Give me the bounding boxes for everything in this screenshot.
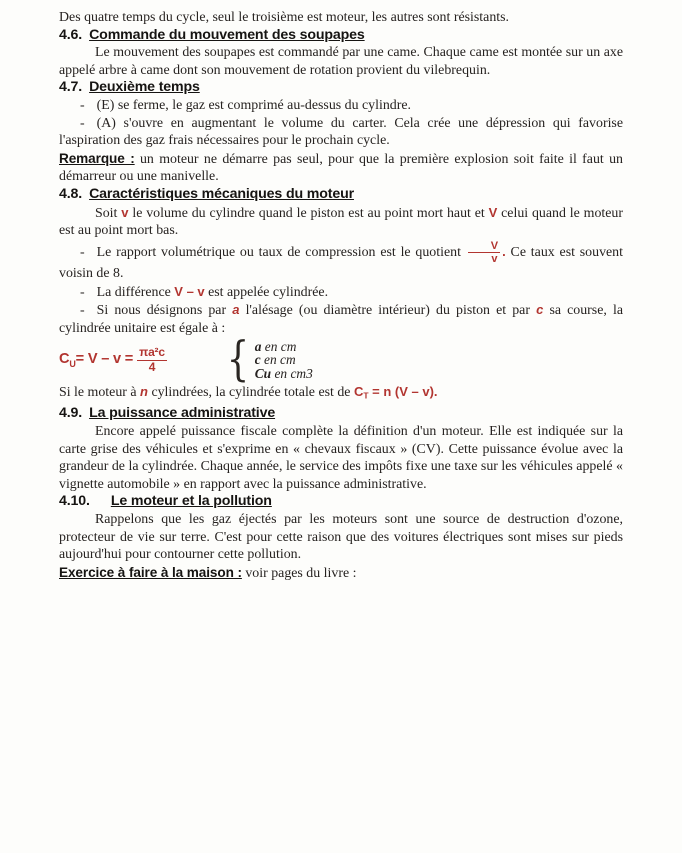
text-segment xyxy=(59,303,623,336)
list-item-admission xyxy=(59,115,623,150)
text-segment: l'alésage (ou diamètre intérieur) du piston et par xyxy=(239,303,537,319)
list-item-echappement xyxy=(59,97,623,115)
text-segment: le volume du cylindre quand le piston est au point mort haut et xyxy=(128,205,489,221)
heading-title: Commande du mouvement des soupapes xyxy=(89,26,365,43)
heading-title: La puissance administrative xyxy=(89,405,276,422)
text-segment: c xyxy=(254,352,261,368)
text-segment: cylindrées, la cylindrée totale est de xyxy=(147,385,354,401)
text-segment: voir pages du livre : xyxy=(241,565,357,581)
fraction-pia2c-over-4 xyxy=(137,346,167,375)
text-segment: un moteur ne démarre pas seul, pour que la première explosion soit faite il faut un démarreur ou une manivelle. xyxy=(59,151,623,185)
text-segment: (A) s'ouvre en augmentant le volume du carter. Cela crée une dépression qui favorise l'aspiration des gaz frais nécessaires pour le prochain cycle. xyxy=(59,115,623,149)
section-heading-4-10 xyxy=(59,493,623,511)
heading-number: 4.6. xyxy=(59,26,83,43)
section-heading-4-8 xyxy=(59,186,623,204)
list-item-designation xyxy=(59,301,623,337)
text-segment: Soit xyxy=(95,205,122,221)
unit-row-cu xyxy=(255,367,313,381)
bullet-dash: - xyxy=(80,115,85,131)
text-segment: V xyxy=(488,204,498,220)
text-segment: Ce taux est souvent voisin de 8. xyxy=(59,244,623,281)
bullet-dash: - xyxy=(80,244,85,260)
text-segment: est appelée cylindrée. xyxy=(204,284,329,300)
unit-row-c xyxy=(255,353,313,367)
heading-number: 4.9. xyxy=(59,405,83,422)
list-item-rapport-volumetrique xyxy=(59,240,623,283)
heading-title: Caractéristiques mécaniques du moteur xyxy=(89,185,354,202)
heading-title: Le moteur et la pollution xyxy=(110,493,272,510)
heading-title: Deuxième temps xyxy=(89,79,200,96)
text-segment xyxy=(97,285,328,300)
text-segment: T xyxy=(363,390,369,401)
fraction-v-over-v xyxy=(468,240,500,265)
units-system xyxy=(223,332,313,388)
unit-row-a xyxy=(255,340,313,354)
formula-symbol: C xyxy=(59,351,70,368)
remarque-paragraph xyxy=(59,150,623,186)
text-segment: Si le moteur à xyxy=(59,385,141,401)
exercice-paragraph xyxy=(59,564,623,583)
paragraph-soupapes: Le mouvement des soupapes est commandé par une came. Chaque came est montée sur un axe appelé arbre à came dont son mouvement de rotation provient du vilebrequin. xyxy=(59,45,623,78)
formula-block xyxy=(59,332,623,388)
formula-subscript: U xyxy=(69,358,76,369)
text-segment: Le rapport volumétrique ou taux de compression est le quotient xyxy=(96,244,466,260)
text-segment: en cm3 xyxy=(271,366,313,382)
units-rows xyxy=(255,340,313,381)
exercice-label: Exercice à faire à la maison : xyxy=(59,564,242,580)
remarque-label: Remarque : xyxy=(59,150,135,166)
section-heading-4-9 xyxy=(59,405,623,423)
list-item-difference xyxy=(59,283,623,302)
text-segment: a xyxy=(232,302,240,318)
paragraph-volumes xyxy=(59,204,623,240)
text-segment: c xyxy=(536,302,544,318)
text-segment: . xyxy=(502,243,506,259)
paragraph-puissance-fiscale: Encore appelé puissance fiscale complète la définition d'un moteur. Elle est indiquée sur la carte grise des véhicules et s'exprime en « chevaux fiscaux » (CV). Cette puissance évolue avec la grandeur de la cylindrée. Chaque année, le service des impôts fixe une taxe sur les véhicules appelé « vignette automobile » en rapport avec la puissance administrative. xyxy=(59,423,623,492)
bullet-dash: - xyxy=(80,97,85,113)
paragraph-cylindree-totale xyxy=(59,383,623,405)
formula-body: = V – v = xyxy=(75,351,134,368)
fraction-denominator: 4 xyxy=(148,359,156,374)
text-segment: C xyxy=(353,384,364,400)
text-segment: Si nous désignons par xyxy=(96,303,233,319)
heading-number: 4.7. xyxy=(59,79,83,96)
paragraph-pollution: Rappelons que les gaz éjectés par les moteurs sont une source de destruction d'ozone, protecteur de vie sur terre. C'est pour cette raison que des voitures électriques sont mises sur pieds aujourd'hui pour contourner cette pollution. xyxy=(59,511,623,563)
text-segment: a xyxy=(254,338,262,354)
heading-number: 4.10. xyxy=(59,493,90,510)
left-brace: { xyxy=(226,332,249,388)
text-segment: en cm xyxy=(260,352,296,368)
text-segment: v xyxy=(121,204,129,220)
fraction-denominator: v xyxy=(491,252,498,265)
text-segment: La différence xyxy=(96,284,175,300)
heading-number: 4.8. xyxy=(59,185,83,202)
cylindree-unitaire-formula xyxy=(59,346,167,375)
intro-paragraph: Des quatre temps du cycle, seul le troisième est moteur, les autres sont résistants. xyxy=(59,10,510,25)
fraction-numerator: V xyxy=(468,240,500,253)
text-segment: (E) se ferme, le gaz est comprimé au-dessus du cylindre. xyxy=(96,97,411,113)
text-segment: Cu xyxy=(254,366,272,382)
text-segment: sa course, la cylindrée unitaire est égale à : xyxy=(59,303,623,336)
text-segment: V – v xyxy=(174,283,205,299)
text-segment: n xyxy=(140,384,148,400)
text-segment: = n (V – v). xyxy=(368,384,438,400)
text-column xyxy=(59,9,623,582)
text-segment: celui quand le moteur est au point mort bas. xyxy=(59,205,623,239)
fraction-numerator: πa²c xyxy=(139,344,165,359)
section-heading-4-7 xyxy=(59,79,623,97)
bullet-dash: - xyxy=(80,303,85,319)
bullet-dash: - xyxy=(80,284,85,300)
section-heading-4-6 xyxy=(59,27,623,45)
text-segment: en cm xyxy=(261,338,297,354)
